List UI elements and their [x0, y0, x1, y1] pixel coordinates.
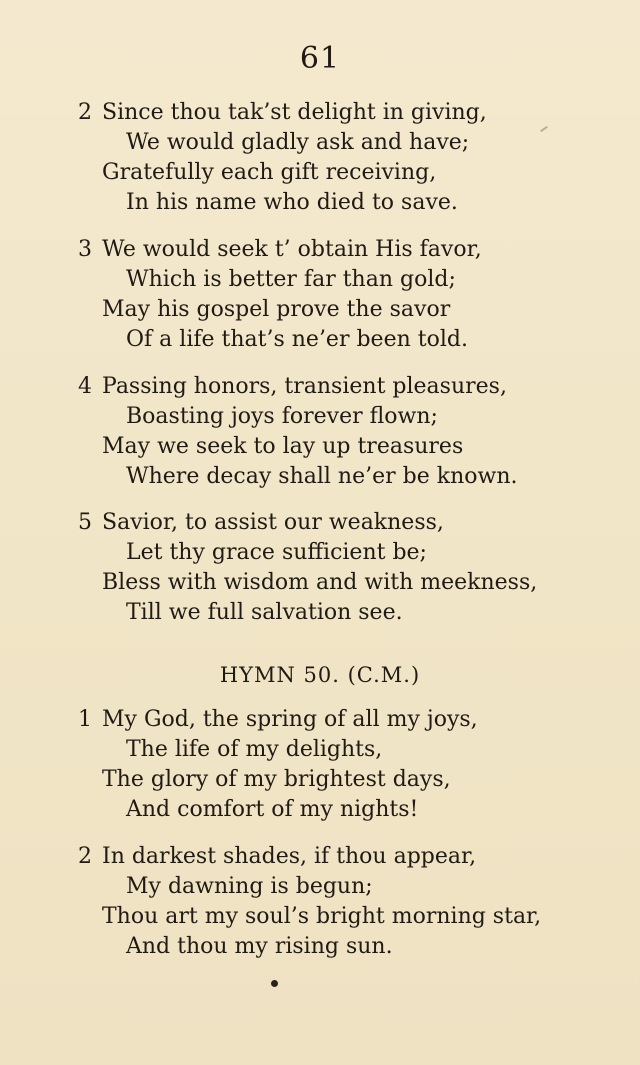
stanza-line [78, 705, 618, 735]
stanza-line: Boasting joys forever flown; [126, 404, 438, 429]
stanza-line: We would gladly ask and have; [126, 130, 470, 155]
stanza-line [78, 372, 618, 402]
stanza-line: Bless with wisdom and with meekness, [102, 570, 538, 595]
stanza-4 [78, 372, 618, 492]
ink-dot [271, 980, 278, 987]
stanza-3 [78, 235, 618, 355]
stanza-line: May his gospel prove the savor [102, 297, 451, 322]
hymn-heading: HYMN 50. (C.M.) [219, 663, 421, 687]
stanza-number: 2 [78, 100, 92, 125]
stanza-line: Thou art my soul’s bright morning star, [102, 904, 542, 929]
stanza-line: My dawning is begun; [126, 874, 373, 899]
hymn-50-stanza-1 [78, 705, 618, 825]
stanza-line-text: Since thou tak’st delight in giving, [102, 100, 487, 125]
stanza-line: Which is better far than gold; [126, 267, 456, 292]
stanza-line [78, 235, 618, 265]
stanza-line [78, 98, 618, 128]
stanza-line: Where decay shall ne’er be known. [126, 464, 518, 489]
stanza-line: The glory of my brightest days, [102, 767, 451, 792]
stanza-line: Let thy grace sufficient be; [126, 540, 427, 565]
stanza-number: 2 [78, 844, 92, 869]
stanza-line-text: Savior, to assist our weakness, [102, 510, 444, 535]
stanza-line: Till we full salvation see. [126, 600, 403, 625]
hymn-50-stanza-2 [78, 842, 618, 962]
stanza-number: 4 [78, 374, 92, 399]
stanza-number: 3 [78, 237, 92, 262]
stanza-line [78, 842, 618, 872]
stanza-line-text: My God, the spring of all my joys, [102, 707, 478, 732]
stanza-line: May we seek to lay up treasures [102, 434, 464, 459]
stanza-line: And comfort of my nights! [126, 797, 419, 822]
stanza-line: Of a life that’s ne’er been told. [126, 327, 468, 352]
stanza-line-text: We would seek t’ obtain His favor, [102, 237, 482, 262]
stanza-line [78, 508, 618, 538]
stanza-line: The life of my delights, [126, 737, 383, 762]
stanza-line: Gratefully each gift receiving, [102, 160, 437, 185]
stanza-number: 1 [78, 707, 92, 732]
stanza-line: In his name who died to save. [126, 190, 458, 215]
stanza-5 [78, 508, 618, 628]
stanza-number: 5 [78, 510, 92, 535]
page-number: 61 [299, 41, 341, 76]
stanza-line-text: In darkest shades, if thou appear, [102, 844, 477, 869]
stanza-line-text: Passing honors, transient pleasures, [102, 374, 507, 399]
stanza-2 [78, 98, 618, 218]
stanza-line: And thou my rising sun. [126, 934, 393, 959]
